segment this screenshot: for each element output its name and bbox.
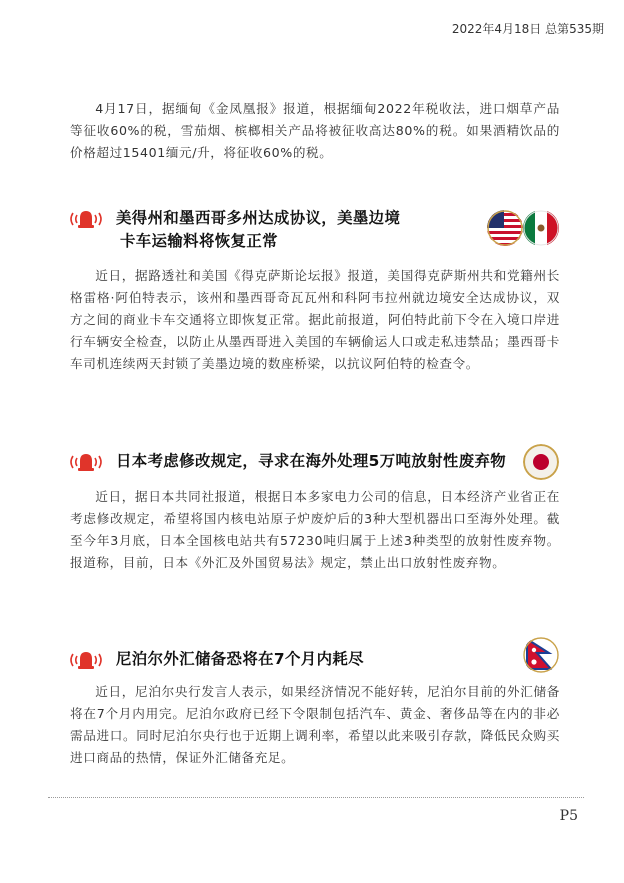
news-title-1-line2: 卡车运输料将恢复正常 (120, 232, 278, 250)
usa-flag-icon (487, 210, 523, 246)
news-body-3: 近日，尼泊尔央行发言人表示，如果经济情况不能好转，尼泊尔目前的外汇储备将在7个月内用完。尼泊尔政府已经下令限制包括汽车、黄金、奢侈品等在内的非必需品进口。同时尼泊尔央行也于近期上调利率，希望以此来吸引存款，降低民众购买进口商品的热情，保证外汇储备充足。 (70, 684, 560, 765)
news-heading-2 (68, 450, 506, 474)
news-heading-3 (68, 648, 364, 672)
news-heading-1 (68, 207, 400, 253)
mexico-flag-icon (523, 210, 559, 246)
alarm-bell-icon (68, 450, 108, 474)
news-body-2: 近日，据日本共同社报道，根据日本多家电力公司的信息，日本经济产业省正在考虑修改规定，希望将国内核电站原子炉废炉后的3种大型机器出口至海外处理。截至今年3月底，日本全国核电站共有57230吨归属于上述3种类型的放射性废弃物。报道称，目前，日本《外汇及外国贸易法》规定，禁止出口放射性废弃物。 (70, 489, 560, 570)
news-title-1-line1: 美得州和墨西哥多州达成协议，美墨边境 (116, 209, 401, 227)
page-number: P5 (559, 808, 578, 824)
news-title-3-line1: 尼泊尔外汇储备恐将在7个月内耗尽 (116, 650, 364, 668)
alarm-bell-icon (68, 648, 108, 672)
news-title-2 (116, 450, 506, 473)
news-body-1: 近日，据路透社和美国《得克萨斯论坛报》报道，美国得克萨斯州共和党籍州长格雷格·阿伯特表示，该州和墨西哥奇瓦瓦州和科阿韦拉州就边境安全达成协议，双方之间的商业卡车交通将立即恢复正常。据此前报道，阿伯特此前下令在入境口岸进行车辆安全检查，以防止从墨西哥进入美国的车辆偷运人口或走私违禁品；墨西哥卡车司机连续两天封锁了美墨边境的数座桥梁，以抗议阿伯特的检查令。 (70, 268, 560, 371)
news-title-1 (116, 207, 400, 253)
issue-date: 2022年4月18日 总第535期 (451, 22, 604, 36)
news-title-2-line1: 日本考虑修改规定，寻求在海外处理5万吨放射性废弃物 (116, 452, 507, 470)
alarm-bell-icon (68, 207, 108, 231)
nepal-flag-icon (523, 637, 559, 673)
japan-flag-icon (523, 444, 559, 480)
footer-divider (48, 797, 584, 798)
news-title-3 (116, 648, 364, 671)
intro-paragraph: 4月17日，据缅甸《金凤凰报》报道，根据缅甸2022年税收法，进口烟草产品等征收60%的税，雪茄烟、槟榔相关产品将被征收高达80%的税。如果酒精饮品的价格超过15401缅元/升，将征收60%的税。 (70, 101, 560, 160)
